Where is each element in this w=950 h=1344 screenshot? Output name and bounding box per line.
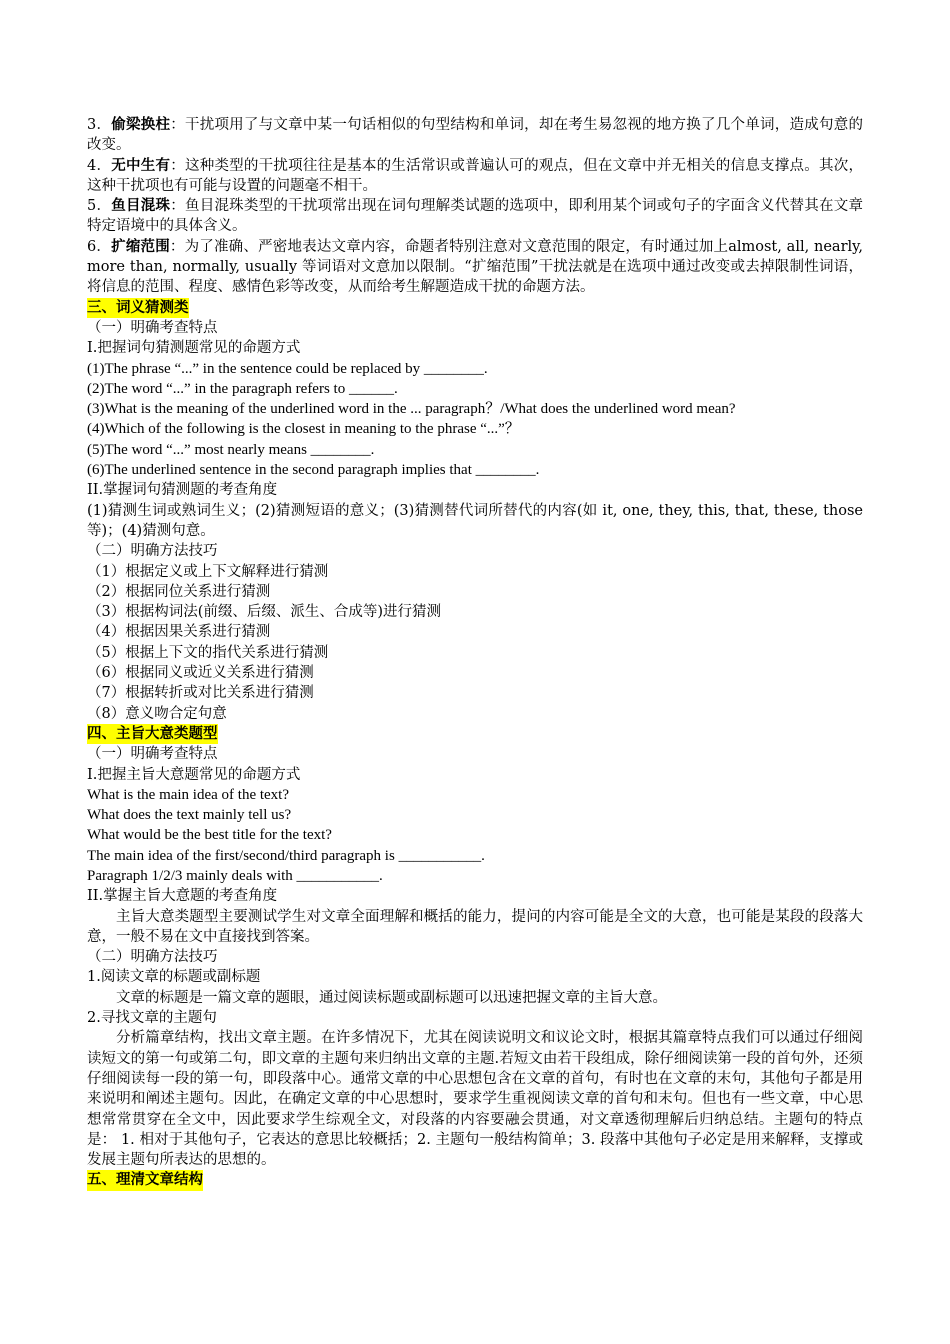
- item-term: 无中生有: [111, 156, 171, 174]
- part-text: (1)猜测生词或熟词生义；(2)猜测短语的意义；(3)猜测替代词所替代的内容(如 it, one, they, this, that, these, those 等)；(4)猜测句意。: [87, 502, 863, 539]
- item-number: 4．: [87, 157, 112, 174]
- subheading: （一）明确考查特点: [87, 319, 218, 336]
- question-line: What would be the best title for the text?: [87, 827, 332, 844]
- question-line: (6)The underlined sentence in the second paragraph implies that ________.: [87, 462, 540, 479]
- item-5: [87, 196, 863, 237]
- question-line: (4)Which of the following is the closest in meaning to the phrase “...”？: [87, 421, 520, 438]
- item-3: [87, 115, 863, 156]
- method-text: 分析篇章结构，找出文章主题。在许多情况下，尤其在阅读说明文和议论文时，根据其篇章特点我们可以通过仔细阅读短文的第一句或第二句，即文章的主题句来归纳出文章的主题.若短文由若干段组成，除仔细阅读第一段的首句外，还须仔细阅读每一段的第一句，即段落中心。通常文章的中心思想包含在文章的首句，有时也在文章的末句，其他句子都是用来说明和阐述主题句。因此，在确定文章的中心思想时，要求学生重视阅读文章的首句和末句。但也有一些文章，中心思想常常贯穿在全文中，因此要求学生综观全文，对段落的内容要融会贯通，对文章透彻理解后归纳总结。主题句的特点是： 1. 相对于其他句子，它表达的意思比较概括；2. 主题句一般结构简单；3. 段落中其他句子必定是用来解释，支撑或发展主题句所表达的思想的。: [87, 1030, 863, 1169]
- method-item: （4）根据因果关系进行猜测: [87, 624, 271, 641]
- section-heading: [87, 1170, 863, 1190]
- method-item: （8）意义吻合定句意: [87, 705, 227, 722]
- question-line: (2)The word “...” in the paragraph refers to ______.: [87, 380, 398, 397]
- section3-heading: 三、词义猜测类: [87, 298, 189, 318]
- item-term: 偷梁换柱: [111, 116, 171, 133]
- question-line: What is the main idea of the text?: [87, 786, 290, 803]
- document-page: [87, 115, 863, 1191]
- part-title: II.掌握词句猜测题的考查角度: [87, 482, 278, 499]
- section4-heading: 四、主旨大意类题型: [87, 724, 218, 744]
- item-number: 5．: [87, 198, 112, 215]
- item-6: [87, 237, 863, 298]
- subheading: （一）明确考查特点: [87, 746, 218, 763]
- method-text: 文章的标题是一篇文章的题眼，通过阅读标题或副标题可以迅速把握文章的主旨大意。: [116, 989, 667, 1006]
- section5-heading: 五、理清文章结构: [87, 1170, 203, 1190]
- item-term: 鱼目混珠: [111, 197, 171, 215]
- question-line: (1)The phrase “...” in the sentence could be replaced by ________.: [87, 360, 488, 377]
- section-heading: [87, 724, 863, 744]
- part-title: I.把握主旨大意题常见的命题方式: [87, 766, 301, 783]
- item-4: [87, 156, 863, 197]
- item-term: 扩缩范围: [111, 237, 170, 255]
- subheading: （二）明确方法技巧: [87, 543, 218, 560]
- method-title: 2.寻找文章的主题句: [87, 1010, 217, 1027]
- section-heading: [87, 298, 863, 318]
- method-item: （3）根据构词法(前缀、后缀、派生、合成等)进行猜测: [87, 604, 442, 621]
- question-line: Paragraph 1/2/3 mainly deals with ___________.: [87, 867, 383, 884]
- item-number: 6．: [87, 238, 112, 255]
- method-item: （5）根据上下文的指代关系进行猜测: [87, 644, 329, 661]
- part-title: II.掌握主旨大意题的考查角度: [87, 888, 278, 905]
- method-title: 1.阅读文章的标题或副标题: [87, 969, 261, 986]
- item-text: ：鱼目混珠类型的干扰项常出现在词句理解类试题的选项中，即利用某个词或句子的字面含义代替其在文章特定语境中的具体含义。: [87, 198, 863, 235]
- item-number: 3．: [87, 117, 112, 133]
- method-item: （6）根据同义或近义关系进行猜测: [87, 665, 314, 682]
- question-line: The main idea of the first/second/third paragraph is ___________.: [87, 847, 485, 864]
- question-line: (3)What is the meaning of the underlined word in the ... paragraph？/What does the underlined word mean?: [87, 401, 736, 418]
- item-text: ：干扰项用了与文章中某一句话相似的句型结构和单词，却在考生易忽视的地方换了几个单词，造成句意的改变。: [87, 117, 863, 154]
- question-line: (5)The word “...” most nearly means ________.: [87, 441, 375, 458]
- method-item: （2）根据同位关系进行猜测: [87, 583, 271, 600]
- item-text: ：这种类型的干扰项往往是基本的生活常识或普遍认可的观点，但在文章中并无相关的信息支撑点。其次，这种干扰项也有可能与设置的问题毫不相干。: [87, 157, 863, 194]
- part-title: I.把握词句猜测题常见的命题方式: [87, 340, 301, 357]
- method-item: （1）根据定义或上下文解释进行猜测: [87, 563, 329, 580]
- subheading: （二）明确方法技巧: [87, 949, 218, 966]
- part-text: 主旨大意类题型主要测试学生对文章全面理解和概括的能力，提问的内容可能是全文的大意，也可能是某段的段落大意，一般不易在文中直接找到答案。: [87, 908, 863, 945]
- method-item: （7）根据转折或对比关系进行猜测: [87, 685, 314, 702]
- question-line: What does the text mainly tell us?: [87, 807, 292, 824]
- item-text: ：为了准确、严密地表达文章内容，命题者特别注意对文意范围的限定，有时通过加上almost, all, nearly, more than, normally, usually 等词语对文意加以限制。“扩缩范围”干扰法就是在选项中通过改变或去掉限制性词语，将信息的范围、程度、感情色彩等改变，从而给考生解题造成干扰的命题方法。: [87, 238, 864, 296]
